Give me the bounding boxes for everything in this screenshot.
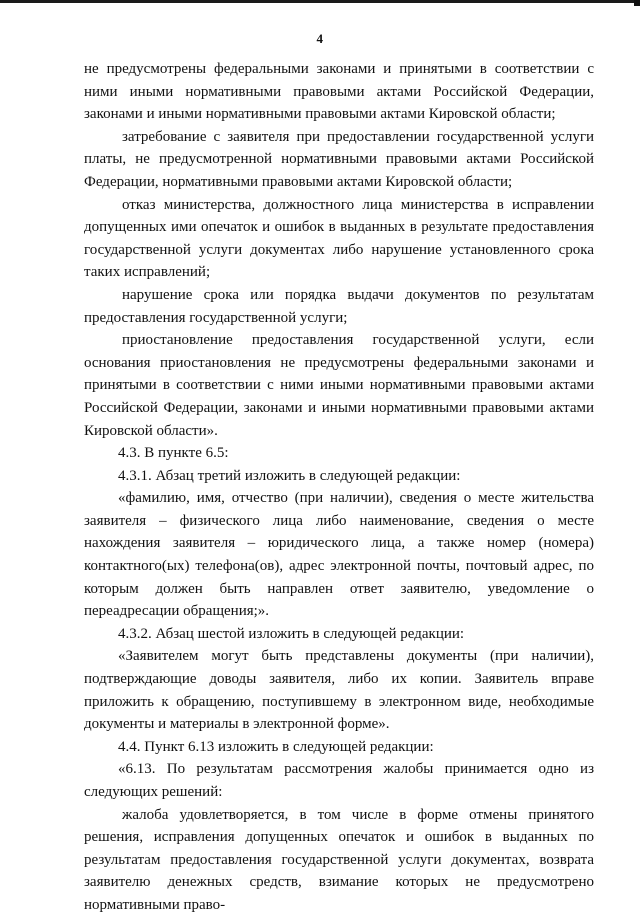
paragraph-4-3: 4.3. В пункте 6.5: xyxy=(118,445,229,462)
paragraph-refusal-corrections: отказ министерства, должностного лица министерства в исправлении допущенных ими опечаток и ошибок в выданных в результате предоставления государственной услуги документах либо нарушение установленного срока таких исправлений; xyxy=(84,196,594,281)
paragraph-4-3-1: 4.3.1. Абзац третий изложить в следующей редакции: xyxy=(118,467,461,484)
paragraph-quote-documents: «Заявителем могут быть представлены документы (при наличии), подтверждающие доводы заявителя, либо их копии. Заявитель вправе приложить к обращению, поступившему в электронном виде, необходимые документы и материалы в электронной форме». xyxy=(84,648,594,733)
paragraph-deadline-violation: нарушение срока или порядка выдачи документов по результатам предоставления государственной услуги; xyxy=(84,286,594,326)
paragraph-4-3-2: 4.3.2. Абзац шестой изложить в следующей редакции: xyxy=(118,625,465,642)
paragraph-4-4: 4.4. Пункт 6.13 изложить в следующей редакции: xyxy=(118,738,434,755)
paragraph-quote-6-13: «6.13. По результатам рассмотрения жалобы принимается одно из следующих решений: xyxy=(84,761,594,800)
document-body xyxy=(84,58,594,917)
paragraph-complaint-satisfied: жалоба удовлетворяется, в том числе в форме отмены принятого решения, исправления допущенных опечаток и ошибок в выданных по результатам предоставления государственной услуги документах, возврата заявителю денежных средств, взимание которых не предусмотрено нормативными право- xyxy=(84,806,594,913)
paragraph-quote-applicant-details: «фамилию, имя, отчество (при наличии), сведения о месте жительства заявителя – физического лица либо наименование, сведения о месте нахождения заявителя – юридического лица, а также номер (номера) контактного(ых) телефона(ов), адрес электронной почты, почтовый адрес, по которым должен быть направлен ответ заявителю, уведомление о переадресации обращения;». xyxy=(84,490,594,620)
page-number: 4 xyxy=(316,31,324,46)
paragraph-continuation: не предусмотрены федеральными законами и принятыми в соответствии с ними иными нормативными правовыми актами Российской Федерации, законами и иными нормативными правовыми актами Кировской области; xyxy=(84,61,594,123)
paragraph-suspension: приостановление предоставления государственной услуги, если основания приостановления не предусмотрены федеральными законами и принятыми в соответствии с ними иными нормативными правовыми актами Российской Федерации, законами и иными нормативными правовыми актами Кировской области». xyxy=(84,332,594,439)
paragraph-fee-requirement: затребование с заявителя при предоставлении государственной услуги платы, не предусмотренной нормативными правовыми актами Российской Федерации, нормативными правовыми актами Кировской области; xyxy=(84,128,594,190)
